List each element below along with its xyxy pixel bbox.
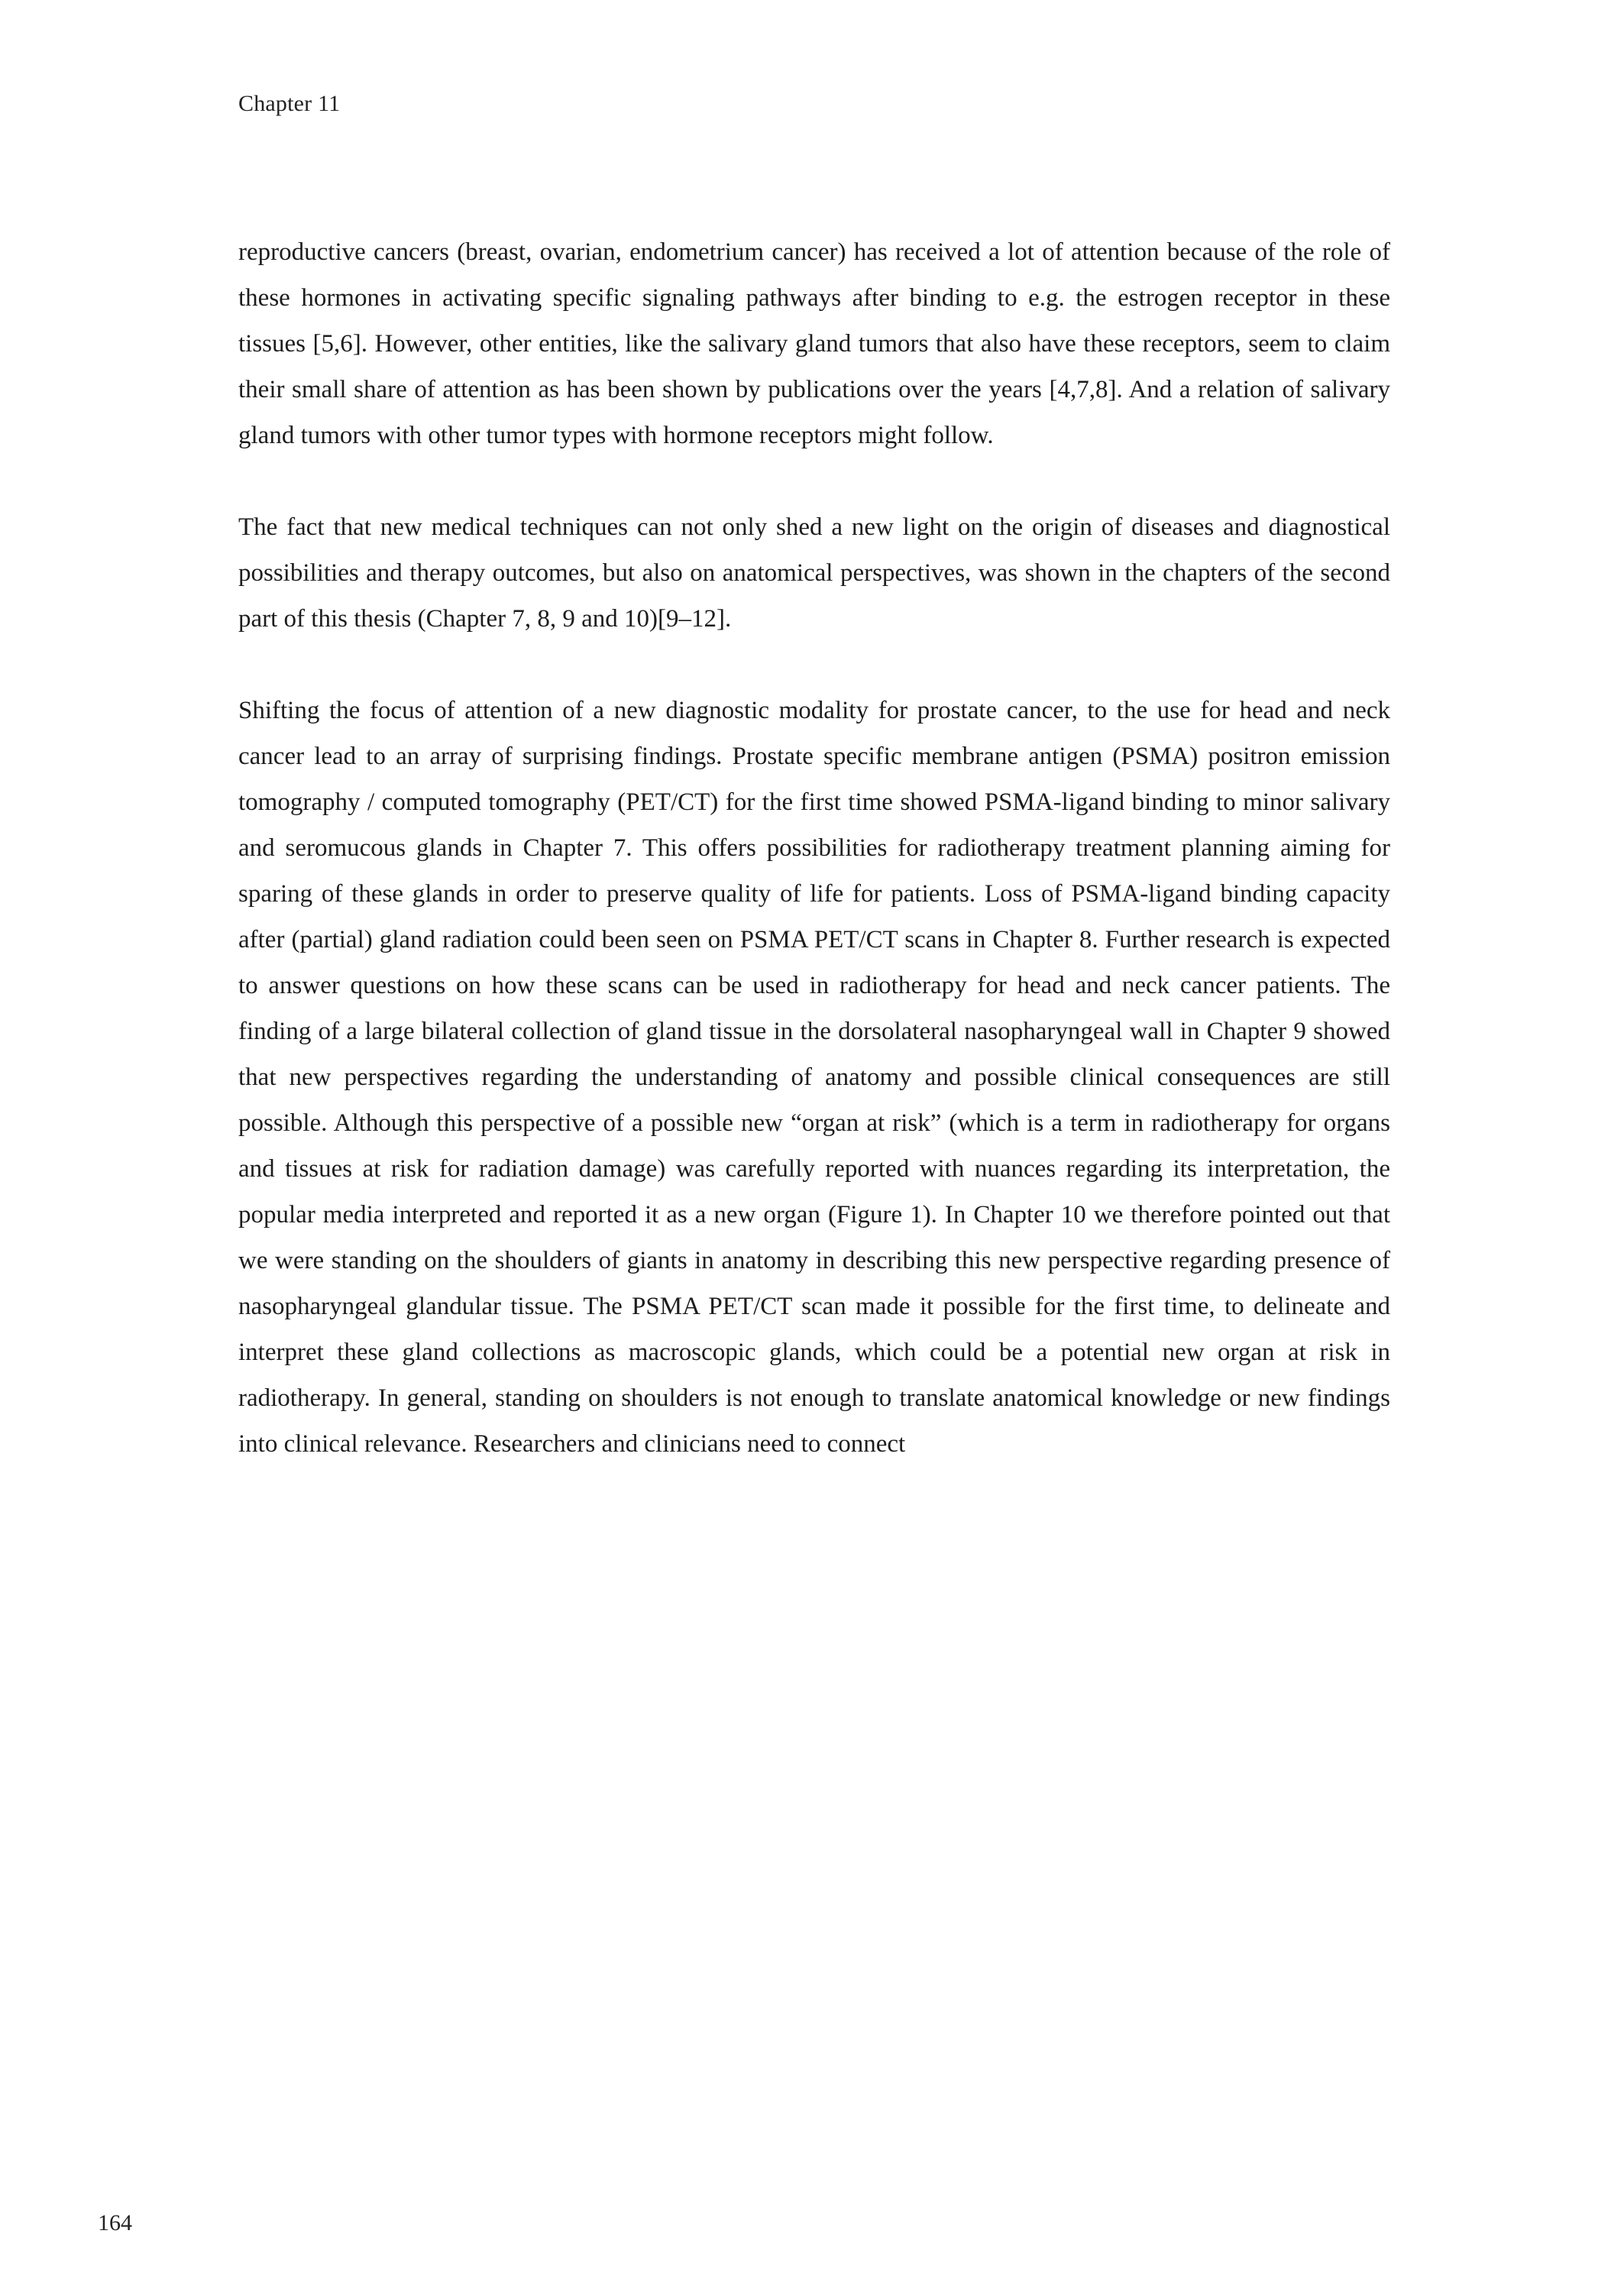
body-text xyxy=(238,229,1390,1467)
chapter-running-head: Chapter 11 xyxy=(238,91,341,116)
page-number: 164 xyxy=(98,2210,132,2235)
paragraph-3: Shifting the focus of attention of a new diagnostic modality for prostate cancer, to the use for head and neck cancer lead to an array of surprising findings. Prostate specific membrane antigen (PSMA) positron emission tomography / computed tomography (PET/CT) for the first time showed PSMA-ligand binding to minor salivary and seromucous glands in Chapter 7. This offers possibilities for radiotherapy treatment planning aiming for sparing of these glands in order to preserve quality of life for patients. Loss of PSMA-ligand binding capacity after (partial) gland radiation could been seen on PSMA PET/CT scans in Chapter 8. Further research is expected to answer questions on how these scans can be used in radiotherapy for head and neck cancer patients. The finding of a large bilateral collection of gland tissue in the dorsolateral nasopharyngeal wall in Chapter 9 showed that new perspectives regarding the understanding of anatomy and possible clinical consequences are still possible. Although this perspective of a possible new “organ at risk” (which is a term in radiotherapy for organs and tissues at risk for radiation damage) was carefully reported with nuances regarding its interpretation, the popular media interpreted and reported it as a new organ (Figure 1). In Chapter 10 we therefore pointed out that we were standing on the shoulders of giants in anatomy in describing this new perspective regarding presence of nasopharyngeal glandular tissue. The PSMA PET/CT scan made it possible for the first time, to delineate and interpret these gland collections as macroscopic glands, which could be a potential new organ at risk in radiotherapy. In general, standing on shoulders is not enough to translate anatomical knowledge or new findings into clinical relevance. Researchers and clinicians need to connect xyxy=(238,697,1390,1458)
paragraph-1: reproductive cancers (breast, ovarian, endometrium cancer) has received a lot of attention because of the role of these hormones in activating specific signaling pathways after binding to e.g. the estrogen receptor in these tissues [5,6]. However, other entities, like the salivary gland tumors that also have these receptors, seem to claim their small share of attention as has been shown by publications over the years [4,7,8]. And a relation of salivary gland tumors with other tumor types with hormone receptors might follow. xyxy=(238,238,1390,449)
paragraph-2: The fact that new medical techniques can not only shed a new light on the origin of diseases and diagnostical possibilities and therapy outcomes, but also on anatomical perspectives, was shown in the chapters of the second part of this thesis (Chapter 7, 8, 9 and 10)[9–12]. xyxy=(238,513,1390,633)
